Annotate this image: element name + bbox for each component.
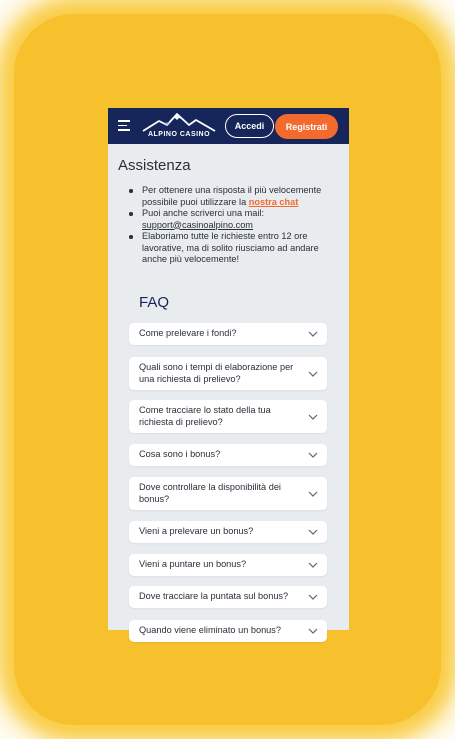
- register-button[interactable]: Registrati: [275, 114, 338, 139]
- chat-link[interactable]: nostra chat: [248, 196, 299, 207]
- chevron-down-icon: [308, 594, 318, 600]
- bullet-text: Puoi anche scriverci una mail:: [142, 208, 265, 218]
- login-button[interactable]: Accedi: [225, 114, 274, 138]
- faq-question: Dove controllare la disponibilità dei bonus?: [139, 482, 281, 504]
- logo-text: ALPINO CASINO: [147, 131, 211, 138]
- chevron-down-icon: [308, 529, 318, 535]
- faq-item[interactable]: [129, 444, 327, 466]
- bullet-text: Per ottenere una risposta il più velocemente possibile puoi utilizzare la: [142, 185, 322, 207]
- alpino-casino-logo[interactable]: [141, 111, 217, 141]
- mountain-logo-icon: [141, 111, 217, 133]
- faq-heading: FAQ: [139, 294, 170, 311]
- support-bullet-chat: [128, 185, 342, 208]
- chevron-down-icon: [308, 628, 318, 634]
- chevron-down-icon: [308, 491, 318, 497]
- faq-item[interactable]: [129, 586, 327, 608]
- faq-question: Dove tracciare la puntata sul bonus?: [139, 591, 289, 602]
- faq-question: Cosa sono i bonus?: [139, 449, 221, 460]
- support-bullet-timing: [128, 231, 342, 266]
- mobile-screen: [108, 108, 349, 636]
- faq-item[interactable]: [129, 400, 327, 433]
- chevron-down-icon: [308, 371, 318, 377]
- faq-item[interactable]: [129, 323, 327, 345]
- faq-item[interactable]: [129, 521, 327, 543]
- chevron-down-icon: [308, 452, 318, 458]
- top-navigation-bar: [108, 108, 349, 144]
- faq-item[interactable]: [129, 477, 327, 510]
- chevron-down-icon: [308, 562, 318, 568]
- support-bullet-email: [128, 208, 342, 231]
- chevron-down-icon: [308, 331, 318, 337]
- support-info-list: [128, 185, 342, 266]
- faq-item[interactable]: [129, 620, 327, 642]
- email-link[interactable]: support@casinoalpino.com: [142, 219, 253, 230]
- faq-question: Quando viene eliminato un bonus?: [139, 625, 281, 636]
- faq-question: Come tracciare lo stato della tua richiesta di prelievo?: [139, 405, 271, 427]
- hamburger-menu-icon[interactable]: [118, 120, 130, 131]
- faq-item[interactable]: [129, 554, 327, 576]
- faq-question: Quali sono i tempi di elaborazione per una richiesta di prelievo?: [139, 362, 294, 384]
- bullet-text: Elaboriamo tutte le richieste entro 12 ore lavorative, ma di solito riusciamo ad andare anche più velocemente!: [142, 231, 319, 264]
- faq-question: Vieni a puntare un bonus?: [139, 559, 247, 570]
- faq-item[interactable]: [129, 357, 327, 390]
- page-title: Assistenza: [118, 157, 191, 174]
- faq-question: Come prelevare i fondi?: [139, 328, 237, 339]
- faq-question: Vieni a prelevare un bonus?: [139, 526, 254, 537]
- chevron-down-icon: [308, 414, 318, 420]
